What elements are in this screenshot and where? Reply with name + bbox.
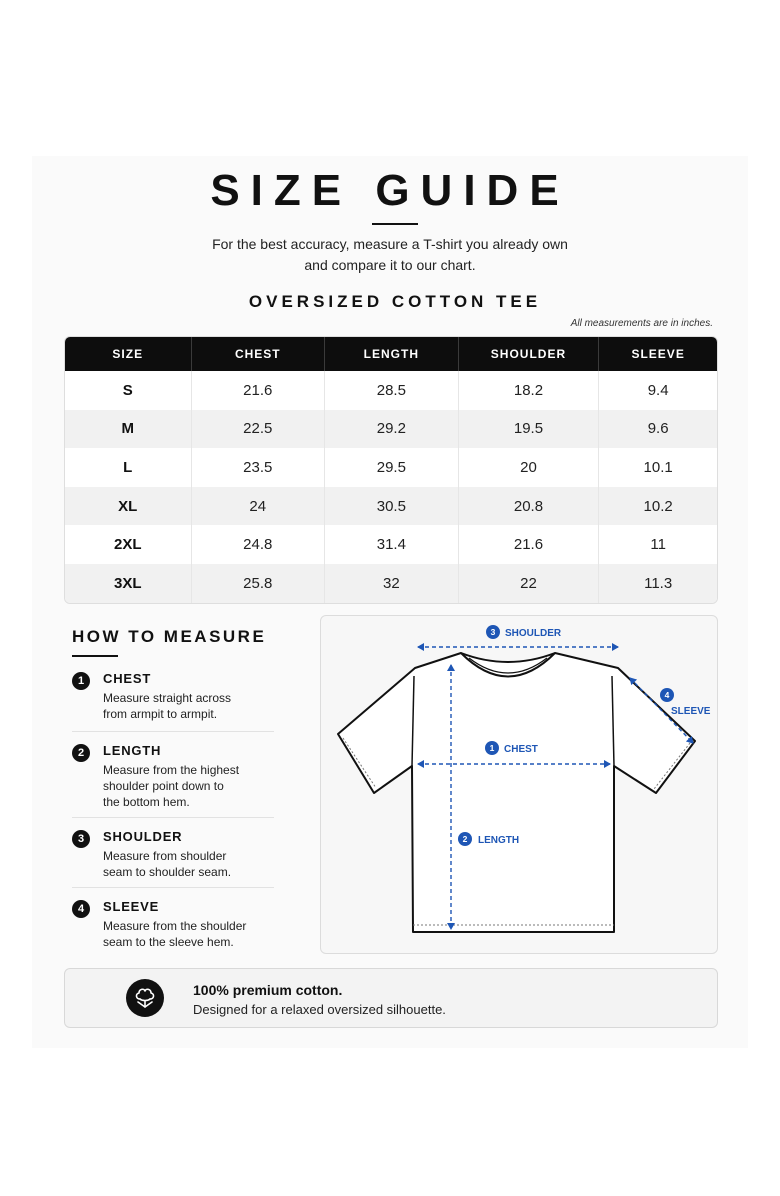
measurement-diagram [320, 615, 718, 954]
size-chart-table [64, 336, 718, 604]
chest-cell: 24 [191, 487, 325, 526]
table-row [65, 448, 717, 487]
step-description-line: shoulder point down to [103, 779, 224, 793]
step-description [103, 848, 274, 880]
step-number-badge: 2 [72, 744, 90, 762]
step-number-badge: 1 [72, 672, 90, 690]
column-header: SIZE [65, 337, 191, 371]
product-name: OVERSIZED COTTON TEE [248, 292, 542, 311]
length-cell: 31.4 [324, 525, 458, 564]
table-row [65, 487, 717, 526]
length-cell: 30.5 [324, 487, 458, 526]
step-description-line: seam to shoulder seam. [103, 865, 232, 879]
length-label-text: LENGTH [478, 835, 520, 846]
table-row [65, 564, 717, 603]
shoulder-cell: 20 [458, 448, 599, 487]
length-cell: 29.5 [324, 448, 458, 487]
step-description-line: seam to the sleeve hem. [103, 935, 234, 949]
intro-line: For the best accuracy, measure a T-shirt you already own [212, 236, 568, 252]
shoulder-number: 3 [490, 627, 496, 637]
sleeve-number: 4 [664, 690, 670, 700]
step-number-badge: 4 [72, 900, 90, 918]
length-cell: 28.5 [324, 371, 458, 410]
cotton-title: 100% premium cotton. [193, 982, 343, 998]
intro-line: and compare it to our chart. [304, 257, 476, 273]
chest-label [485, 741, 538, 755]
length-cell: 29.2 [324, 410, 458, 449]
sleeve-cell: 11.3 [598, 564, 717, 603]
shoulder-label [486, 625, 562, 639]
chest-cell: 22.5 [191, 410, 325, 449]
sleeve-cell: 10.2 [598, 487, 717, 526]
size-cell: 3XL [65, 564, 191, 603]
shoulder-cell: 22 [458, 564, 599, 603]
sleeve-label-text: SLEEVE [671, 706, 711, 717]
sleeve-cell: 9.4 [598, 371, 717, 410]
chest-cell: 25.8 [191, 564, 325, 603]
page-title: SIZE GUIDE [210, 166, 570, 215]
step-description-line: from armpit to armpit. [103, 707, 218, 721]
cotton-subtitle: Designed for a relaxed oversized silhouette. [193, 1002, 446, 1017]
sleeve-cell: 10.1 [598, 448, 717, 487]
length-cell: 32 [324, 564, 458, 603]
column-header: SHOULDER [458, 337, 599, 371]
step-shoulder [72, 818, 274, 888]
step-title: LENGTH [103, 743, 162, 758]
title-divider [372, 223, 418, 225]
step-description-line: the bottom hem. [103, 795, 190, 809]
column-header: SLEEVE [598, 337, 717, 371]
cotton-info-banner [64, 968, 718, 1028]
step-title: SLEEVE [103, 899, 160, 914]
chest-cell: 24.8 [191, 525, 325, 564]
t-shirt-diagram [321, 616, 719, 955]
how-to-measure-divider [72, 655, 118, 657]
step-description [103, 918, 274, 950]
step-sleeve [72, 888, 274, 954]
step-description-line: Measure from shoulder [103, 849, 227, 863]
size-cell: S [65, 371, 191, 410]
size-cell: XL [65, 487, 191, 526]
size-cell: M [65, 410, 191, 449]
t-shirt-outline-icon [338, 653, 695, 932]
step-description-line: Measure from the shoulder [103, 919, 247, 933]
table-row [65, 525, 717, 564]
sleeve-cell: 9.6 [598, 410, 717, 449]
sleeve-cell: 11 [598, 525, 717, 564]
how-to-measure-title: HOW TO MEASURE [72, 627, 267, 646]
size-cell: 2XL [65, 525, 191, 564]
shoulder-cell: 20.8 [458, 487, 599, 526]
shoulder-cell: 18.2 [458, 371, 599, 410]
table-header-row [65, 337, 717, 371]
chest-label-text: CHEST [504, 744, 538, 755]
step-description [103, 762, 274, 810]
step-description-line: Measure straight across [103, 691, 232, 705]
cotton-flower-icon [126, 979, 164, 1017]
chest-number: 1 [489, 743, 495, 753]
step-description-line: Measure from the highest [103, 763, 240, 777]
units-note: All measurements are in inches. [570, 318, 713, 329]
column-header: LENGTH [324, 337, 458, 371]
step-number-badge: 3 [72, 830, 90, 848]
intro-text [0, 234, 780, 276]
step-description [103, 690, 274, 722]
table-row [65, 371, 717, 410]
step-length [72, 732, 274, 818]
sleeve-label [660, 688, 711, 717]
length-label [458, 832, 519, 846]
chest-cell: 21.6 [191, 371, 325, 410]
shoulder-cell: 21.6 [458, 525, 599, 564]
step-title: CHEST [103, 671, 152, 686]
column-header: CHEST [191, 337, 325, 371]
length-number: 2 [462, 834, 468, 844]
measure-steps [72, 670, 274, 954]
table-row [65, 410, 717, 449]
step-chest [72, 670, 274, 732]
shoulder-cell: 19.5 [458, 410, 599, 449]
shoulder-label-text: SHOULDER [505, 628, 562, 639]
step-title: SHOULDER [103, 829, 183, 844]
size-cell: L [65, 448, 191, 487]
chest-cell: 23.5 [191, 448, 325, 487]
